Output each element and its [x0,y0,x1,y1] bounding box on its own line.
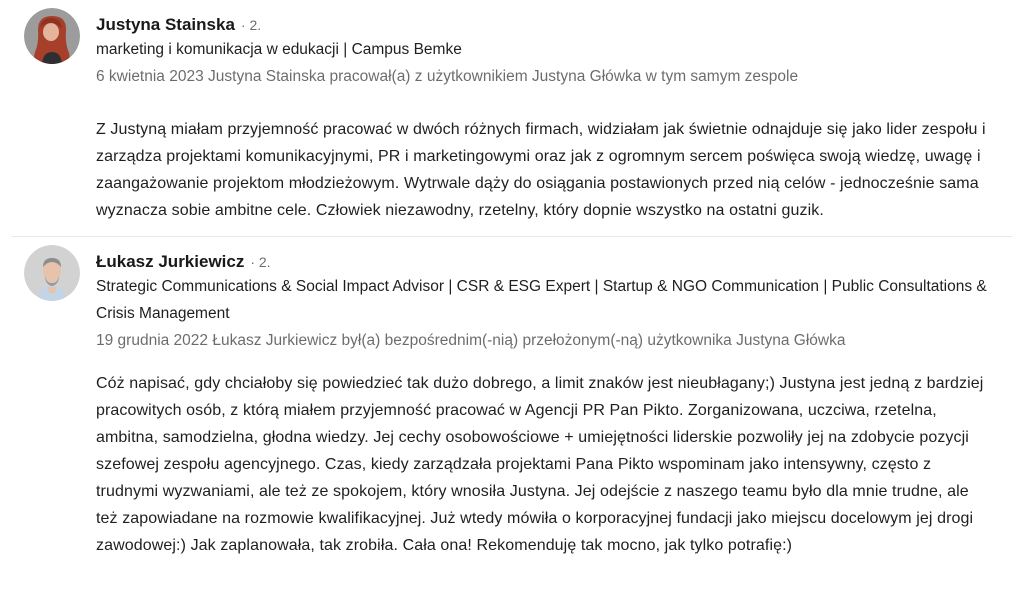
man-gray-beard-avatar-image [24,245,80,301]
recommendation-text: Z Justyną miałam przyjemność pracować w dwóch różnych firmach, widziałam jak świetnie odnajduje się jako lider zespołu i zarządza projektami komunikacyjnymi, PR i marketingowymi oraz jak z ogromnym sercem poświęca swoją wiedzę, uwagę i zaangażowanie projektom młodzieżowym. Wytrwale dąży do osiągania postawionych przed nią celów - jednocześnie sama wyznacza sobie ambitne cele. Człowiek niezawodny, rzetelny, który dopnie wszystko na ostatni guzik. [96,121,986,219]
name-row [96,245,994,273]
recommender-headline: Strategic Communications & Social Impact Advisor | CSR & ESG Expert | Startup & NGO Communication | Public Consultations & Crisis Management [96,278,987,322]
connection-degree: · 2. [240,17,262,33]
recommendation-text: Cóż napisać, gdy chciałoby się powiedzieć tak dużo dobrego, a limit znaków jest nieubłagany;) Justyna jest jedną z bardziej pracowitych osób, z którą miałem przyjemność pracować w Agencji PR Pan Pikto. Zorganizowana, uczciwa, rzetelna, ambitna, samodzielna, głodna wiedzy. Jej cechy osobowościowe + umiejętności liderskie pozwoliły jej na zdobycie pozycji szefowej zespołu agencyjnego. Czas, kiedy zarządzała projektami Pana Pikto wspominam jako intensywny, często z trudnymi wyzwaniami, ale też ze spokojem, który wnosiła Justyna. Jej odejście z naszego teamu było dla mnie trudne, ale też zapowiadane na rozmowie kwalifikacyjnej. Już wtedy mówiła o korporacyjnej fundacji jako miejscu docelowym jej drogi zawodowej:) Jak zaplanowała, tak zrobiła. Cała ona! Rekomenduję tak mocno, jak tylko potrafię:) [96,375,984,554]
recommendation-item [0,0,1024,224]
woman-red-hair-avatar-image [24,8,80,64]
recommender-name-link[interactable]: Justyna Stainska [96,15,235,34]
avatar[interactable] [24,8,80,64]
recommender-name-link[interactable]: Łukasz Jurkiewicz [96,252,245,271]
recommendation-content [96,8,1000,224]
connection-degree: · 2. [250,254,271,270]
recommendation-content [96,245,1000,559]
relationship-date-line: 19 grudnia 2022 Łukasz Jurkiewicz był(a) bezpośrednim(-nią) przełożonym(-ną) użytkownika Justyna Główka [96,332,846,349]
recommender-headline: marketing i komunikacja w edukacji | Campus Bemke [96,41,462,58]
avatar[interactable] [24,245,80,301]
recommendation-item [0,237,1024,559]
relationship-date-line: 6 kwietnia 2023 Justyna Stainska pracował(a) z użytkownikiem Justyna Główka w tym samym zespole [96,68,799,85]
name-row [96,8,994,36]
